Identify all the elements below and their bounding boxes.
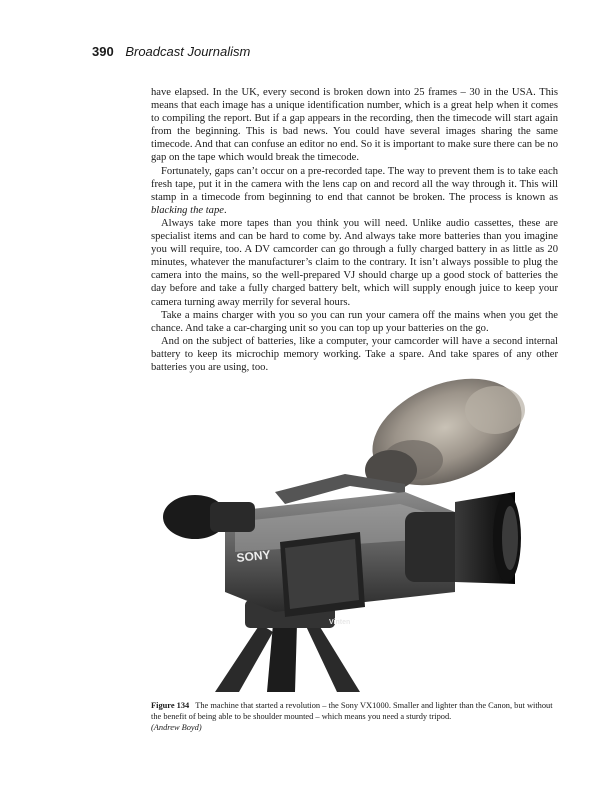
page-number: 390 <box>92 44 114 59</box>
tripod-brand-label: Vinten <box>329 619 351 626</box>
term-blacking-the-tape: blacking the tape <box>151 204 224 216</box>
paragraph-3: Always take more tapes than you think you will need. Unlike audio cassettes, these are specialist items and can be hard to come by. And always take more batteries than you imagine you will require, too. A DV camcorder can go through a fully charged battery in as little as 20 minutes, whatever the manufacturer’s claim to the contrary. It isn’t always possible to plug the camera into the mains, so the well-prepared VJ should charge up a good stock of batteries the day before and take a fully charged battery belt, which will supply enough juice to keep your camera turning away merrily for several hours. <box>151 217 558 308</box>
figure-credit: (Andrew Boyd) <box>151 722 202 732</box>
figure-label: Figure 134 <box>151 701 190 710</box>
camera-brand-label: SONY <box>235 547 272 565</box>
figure-caption <box>151 701 561 733</box>
paragraph-4: Take a mains charger with you so you can run your camera off the mains when you get the chance. And take a car-charging unit so you can top up your batteries on the go. <box>151 309 558 334</box>
paragraph-2-end: . <box>223 204 227 216</box>
figure-caption-text: The machine that started a revolution – the Sony VX1000. Smaller and lighter than the Canon, but without the benefit of being able to be shoulder mounted – which means you need a sturdy tripod. <box>151 701 553 721</box>
running-header <box>92 44 250 59</box>
running-title: Broadcast Journalism <box>125 44 251 59</box>
paragraph-5: And on the subject of batteries, like a computer, your camcorder will have a second internal battery to keep its microchip memory working. Take a spare. And take spares of any other batteries you are using, too. <box>151 335 558 373</box>
camcorder-photo <box>155 362 575 692</box>
paragraph-2 <box>151 165 558 217</box>
paragraph-1: have elapsed. In the UK, every second is broken down into 25 frames – 30 in the USA. This means that each image has a unique identification number, which is a great help when it comes to compiling the report. But if a gap appears in the recording, then the timecode will start again from the beginning. This is bad news. You could have several images sharing the same timecode. And that can confuse an editor no end. So it is important to make sure there can be no gap on the tape which would break the timecode. <box>151 87 558 164</box>
paragraph-2-text: Fortunately, gaps can’t occur on a pre-recorded tape. The way to prevent them is to take each fresh tape, put it in the camera with the lens cap on and record all the way through it. This will stamp in a timecode from beginning to end that cannot be broken. The process is known as <box>151 165 558 203</box>
body-text <box>151 86 558 374</box>
